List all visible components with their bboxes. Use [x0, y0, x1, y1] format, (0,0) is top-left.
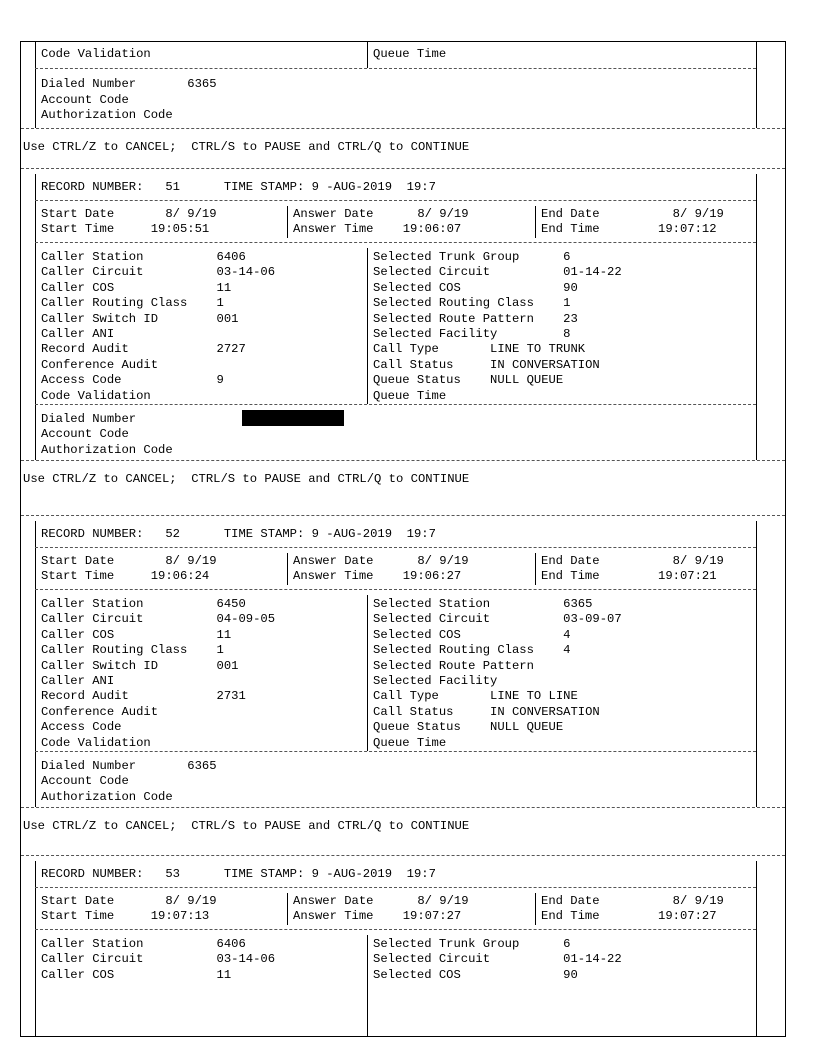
selected-field: Queue Status NULL QUEUE [373, 720, 564, 735]
time-field: Start Time 19:05:51 [41, 222, 210, 236]
caller-field: Record Audit 2731 [41, 689, 246, 704]
selected-field: Selected COS 90 [373, 280, 578, 295]
caller-field: Caller COS 11 [41, 280, 232, 295]
date-field: Answer Date 8/ 9/19 [293, 894, 469, 908]
selected-field: Selected COS 90 [373, 967, 578, 982]
caller-field: Code Validation [41, 388, 151, 403]
time-column-divider [535, 206, 536, 238]
dialing-field: Authorization Code [41, 789, 173, 804]
date-field: End Date 8/ 9/19 [541, 894, 724, 908]
caller-field: Caller Switch ID 001 [41, 311, 239, 326]
separator-rule [21, 168, 785, 169]
row-divider [35, 404, 756, 405]
caller-field: Conference Audit [41, 704, 159, 719]
row-divider [35, 242, 756, 243]
date-field: Start Date 8/ 9/19 [41, 894, 217, 908]
column-divider [367, 42, 368, 68]
caller-field: Caller COS 11 [41, 627, 232, 642]
caller-field: Code Validation [41, 735, 151, 750]
selected-field: Call Type LINE TO LINE [373, 689, 578, 704]
selected-field: Selected Circuit 01-14-22 [373, 952, 622, 967]
authorization-code-line: Authorization Code [41, 108, 173, 122]
record-header: RECORD NUMBER: 53 TIME STAMP: 9 -AUG-2019 19:7 [41, 867, 436, 881]
selected-field: Selected Routing Class 4 [373, 643, 571, 658]
time-field: Answer Time 19:07:27 [293, 909, 462, 923]
column-divider [367, 935, 368, 1036]
column-divider [367, 248, 368, 404]
dialing-field: Account Code [41, 774, 129, 789]
selected-field: Selected Circuit 03-09-07 [373, 612, 622, 627]
selected-field: Call Type LINE TO TRUNK [373, 342, 586, 357]
separator-rule [21, 460, 785, 461]
selected-field: Call Status IN CONVERSATION [373, 704, 600, 719]
date-field: End Date 8/ 9/19 [541, 554, 724, 568]
selected-field: Selected Trunk Group 6 [373, 937, 571, 951]
caller-field: Caller Station 6450 [41, 597, 246, 611]
caller-field: Caller Circuit 04-09-05 [41, 612, 276, 627]
time-column-divider [287, 553, 288, 585]
row-divider [35, 751, 756, 752]
column-divider [367, 595, 368, 751]
time-field: Answer Time 19:06:27 [293, 569, 462, 583]
separator-rule [21, 515, 785, 516]
selected-field: Selected Facility 8 [373, 327, 571, 341]
selected-field: Queue Time [373, 735, 447, 750]
selected-field: Selected Route Pattern [373, 658, 534, 673]
caller-field: Caller ANI [41, 327, 115, 341]
record-right-rule [756, 174, 757, 460]
row-divider [35, 68, 756, 69]
dialing-field: Dialed Number [41, 412, 137, 426]
account-code-line: Account Code [41, 93, 129, 107]
selected-field: Queue Status NULL QUEUE [373, 373, 564, 388]
printout-page [20, 41, 786, 1037]
selected-field: Selected Routing Class 1 [373, 296, 571, 311]
redaction-bar [242, 410, 344, 426]
time-column-divider [287, 206, 288, 238]
caller-field: Conference Audit [41, 357, 159, 372]
time-column-divider [535, 553, 536, 585]
continue-prompt: Use CTRL/Z to CANCEL; CTRL/S to PAUSE and CTRL/Q to CONTINUE [23, 819, 470, 833]
time-field: End Time 19:07:21 [541, 569, 717, 583]
selected-field: Selected Facility [373, 674, 498, 688]
time-column-divider [535, 893, 536, 925]
time-field: End Time 19:07:27 [541, 909, 717, 923]
caller-field: Caller Station 6406 [41, 937, 246, 951]
caller-field: Caller Routing Class 1 [41, 296, 224, 311]
caller-field: Caller Switch ID 001 [41, 658, 239, 673]
record-right-rule [756, 521, 757, 807]
caller-field: Record Audit 2727 [41, 342, 246, 357]
caller-field: Access Code 9 [41, 373, 224, 388]
dialing-field: Authorization Code [41, 442, 173, 457]
selected-field: Selected Station 6365 [373, 597, 593, 611]
row-divider [35, 200, 756, 201]
section-right-rule [756, 42, 757, 128]
selected-field: Selected Route Pattern 23 [373, 311, 578, 326]
dialing-field: Account Code [41, 427, 129, 442]
continue-prompt: Use CTRL/Z to CANCEL; CTRL/S to PAUSE and CTRL/Q to CONTINUE [23, 140, 470, 154]
caller-field: Caller Station 6406 [41, 250, 246, 264]
selected-field: Selected COS 4 [373, 627, 571, 642]
row-divider [35, 887, 756, 888]
selected-field: Selected Trunk Group 6 [373, 250, 571, 264]
record-left-rule [35, 521, 36, 807]
time-field: End Time 19:07:12 [541, 222, 717, 236]
selected-field: Queue Time [373, 388, 447, 403]
caller-field: Caller COS 11 [41, 967, 232, 982]
time-field: Start Time 19:06:24 [41, 569, 210, 583]
time-field: Answer Time 19:06:07 [293, 222, 462, 236]
queue-time-label: Queue Time [373, 47, 447, 61]
caller-field: Caller Circuit 03-14-06 [41, 952, 276, 967]
separator-rule [21, 855, 785, 856]
date-field: Start Date 8/ 9/19 [41, 554, 217, 568]
dialed-number-line: Dialed Number 6365 [41, 77, 217, 91]
continue-prompt: Use CTRL/Z to CANCEL; CTRL/S to PAUSE and CTRL/Q to CONTINUE [23, 472, 470, 486]
row-divider [35, 589, 756, 590]
date-field: End Date 8/ 9/19 [541, 207, 724, 221]
caller-field: Caller Circuit 03-14-06 [41, 265, 276, 280]
row-divider [35, 929, 756, 930]
separator-rule [21, 807, 785, 808]
section-left-rule [35, 42, 36, 128]
caller-field: Caller Routing Class 1 [41, 643, 224, 658]
record-header: RECORD NUMBER: 52 TIME STAMP: 9 -AUG-2019 19:7 [41, 527, 436, 541]
record-right-rule [756, 861, 757, 1036]
row-divider [35, 547, 756, 548]
time-field: Start Time 19:07:13 [41, 909, 210, 923]
record-left-rule [35, 174, 36, 460]
selected-field: Selected Circuit 01-14-22 [373, 265, 622, 280]
code-validation-label: Code Validation [41, 47, 151, 61]
time-column-divider [287, 893, 288, 925]
separator-rule [21, 128, 785, 129]
date-field: Answer Date 8/ 9/19 [293, 207, 469, 221]
caller-field: Caller ANI [41, 674, 115, 688]
date-field: Answer Date 8/ 9/19 [293, 554, 469, 568]
date-field: Start Date 8/ 9/19 [41, 207, 217, 221]
dialing-field: Dialed Number 6365 [41, 759, 217, 773]
selected-field: Call Status IN CONVERSATION [373, 357, 600, 372]
record-header: RECORD NUMBER: 51 TIME STAMP: 9 -AUG-2019 19:7 [41, 180, 436, 194]
caller-field: Access Code [41, 720, 122, 735]
